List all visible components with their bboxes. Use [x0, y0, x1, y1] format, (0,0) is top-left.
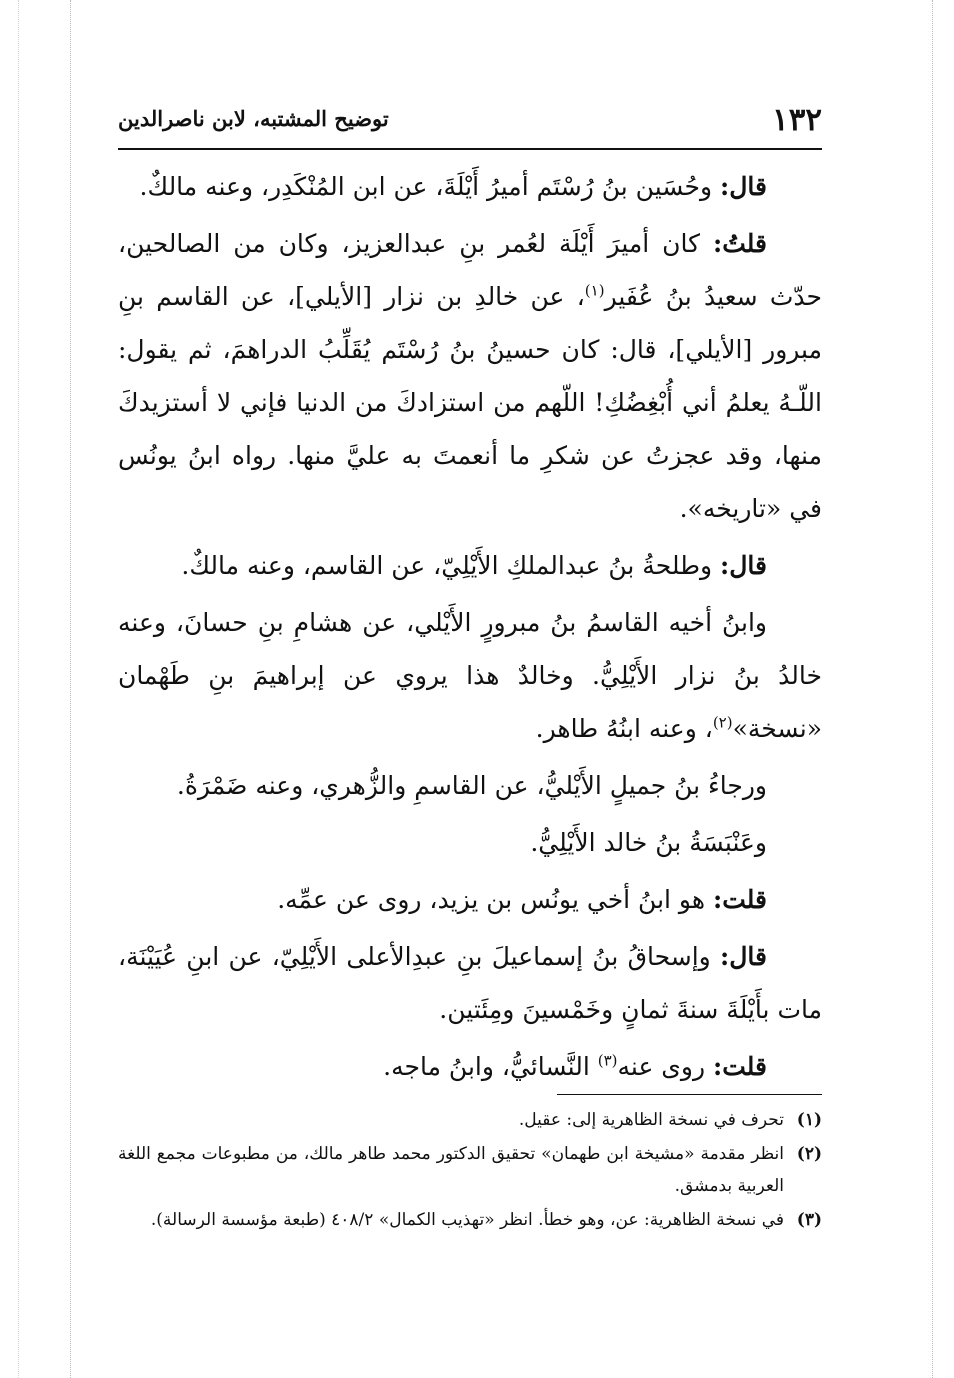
paragraph — [118, 596, 822, 755]
paragraph-text: وإسحاقُ بنُ إسماعيلَ بنِ عبدِالأعلى الأَيْلِيّ، عن ابنِ عُيَيْنَة، مات بأَيْلَةَ سنةَ ثمانٍ وخَمْسينَ ومِئَتين. — [118, 942, 822, 1024]
paragraph-text: ورجاءُ بنُ جميلٍ الأَيْليُّ، عن القاسمِ والزُّهري، وعنه ضَمْرَةُ. — [176, 771, 767, 800]
footnote-text: تحرف في نسخة الظاهرية إلى: عقيل. — [518, 1110, 784, 1130]
footnotes — [118, 1104, 822, 1238]
paragraph-text: وحُسَين بنُ رُسْتَم أميرُ أَيْلَةَ، عن ابن المُنْكَدِر، وعنه مالكٌ. — [139, 172, 721, 201]
paragraph-lead: قال: — [720, 551, 767, 580]
paragraph-lead: قال: — [720, 172, 767, 201]
paragraph — [118, 930, 822, 1036]
footnote-number: (١) — [796, 1110, 822, 1130]
paragraph-lead: قلت: — [712, 1052, 767, 1081]
paragraph-text-continued: ، عن خالدِ بن نزار [الأيلي]، عن القاسم بنِ مبرور [الأيلي]، قال: كان حسينُ بنُ رُسْتَم يُقَلِّبُ الدراهمَ، ثم يقول: اللّـهُ يعلمُ أني أُبْغِضُكِ! اللّهم من استزادكَ من الدنيا فإني لا أستزيدكَ منها، وقد عجزتُ عن شكرِ ما أنعمتَ به عليَّ منها. رواه ابنُ يونُس في «تاريخه». — [118, 282, 822, 523]
scan-edge-far-left — [18, 0, 19, 1378]
paragraph-text-continued: ، وعنه ابنُهُ طاهر. — [535, 714, 713, 743]
scan-edge-right — [932, 0, 933, 1378]
footnote — [118, 1138, 822, 1202]
page-header — [118, 92, 822, 144]
scan-edge-left — [70, 0, 71, 1378]
footnote-rule — [557, 1094, 822, 1095]
footnote-text: في نسخة الظاهرية: عن، وهو خطأ. انظر «تهذيب الكمال» ٤٠٨/٢ (طبعة مؤسسة الرسالة). — [150, 1210, 784, 1230]
paragraph — [118, 1040, 822, 1093]
footnote-number: (٣) — [796, 1210, 822, 1230]
paragraph-text: وطلحةُ بنُ عبدالملكِ الأَيْلِيّ، عن القاسم، وعنه مالكٌ. — [181, 551, 721, 580]
paragraph-text: هو ابنُ أخي يونُس بن يزيد، روى عن عمِّه. — [277, 885, 713, 914]
footnote-marker[interactable]: (٣) — [597, 1051, 618, 1070]
paragraph-text-continued: النَّسائيُّ، وابنُ ماجه. — [383, 1052, 598, 1081]
paragraph-text: وعَنْبَسَةُ بنُ خالد الأَيْلِيُّ. — [530, 828, 767, 857]
paragraph — [118, 873, 822, 926]
paragraph-lead: قلت: — [712, 885, 767, 914]
paragraph — [118, 539, 822, 592]
footnote-marker[interactable]: (١) — [584, 281, 605, 300]
page-number: ١٣٢ — [772, 102, 822, 138]
paragraph-text: روى عنه — [617, 1052, 713, 1081]
paragraph — [118, 816, 822, 869]
paragraph-text: وابنُ أخيه القاسمُ بنُ مبرورٍ الأَيْلي، عن هشامِ بنِ حسانَ، وعنه خالدُ بنُ نزار الأَيْلِيُّ. وخالدٌ هذا يروي عن إبراهيمَ بنِ طَهْمان «نسخة» — [118, 608, 822, 743]
footnote — [118, 1204, 822, 1236]
paragraph-lead: قال: — [720, 942, 767, 971]
footnote-number: (٢) — [796, 1144, 822, 1164]
main-text — [118, 160, 822, 1097]
paragraph — [118, 759, 822, 812]
running-title: توضيح المشتبه، لابن ناصرالدين — [118, 106, 389, 131]
paragraph — [118, 217, 822, 535]
footnote-text: انظر مقدمة «مشيخة ابن طهمان» تحقيق الدكتور محمد طاهر مالك، من مطبوعات مجمع اللغة العربية بدمشق. — [118, 1144, 784, 1196]
paragraph-lead: قلتُ: — [712, 229, 767, 258]
header-rule — [118, 148, 822, 150]
paragraph — [118, 160, 822, 213]
footnote-marker[interactable]: (٢) — [712, 713, 733, 732]
paragraph-text: كان أميرَ أَيْلَة لعُمر بنِ عبدالعزيز، وكان من الصالحين، حدّث سعيدُ بنُ عُفَير — [118, 229, 822, 311]
footnote — [118, 1104, 822, 1136]
